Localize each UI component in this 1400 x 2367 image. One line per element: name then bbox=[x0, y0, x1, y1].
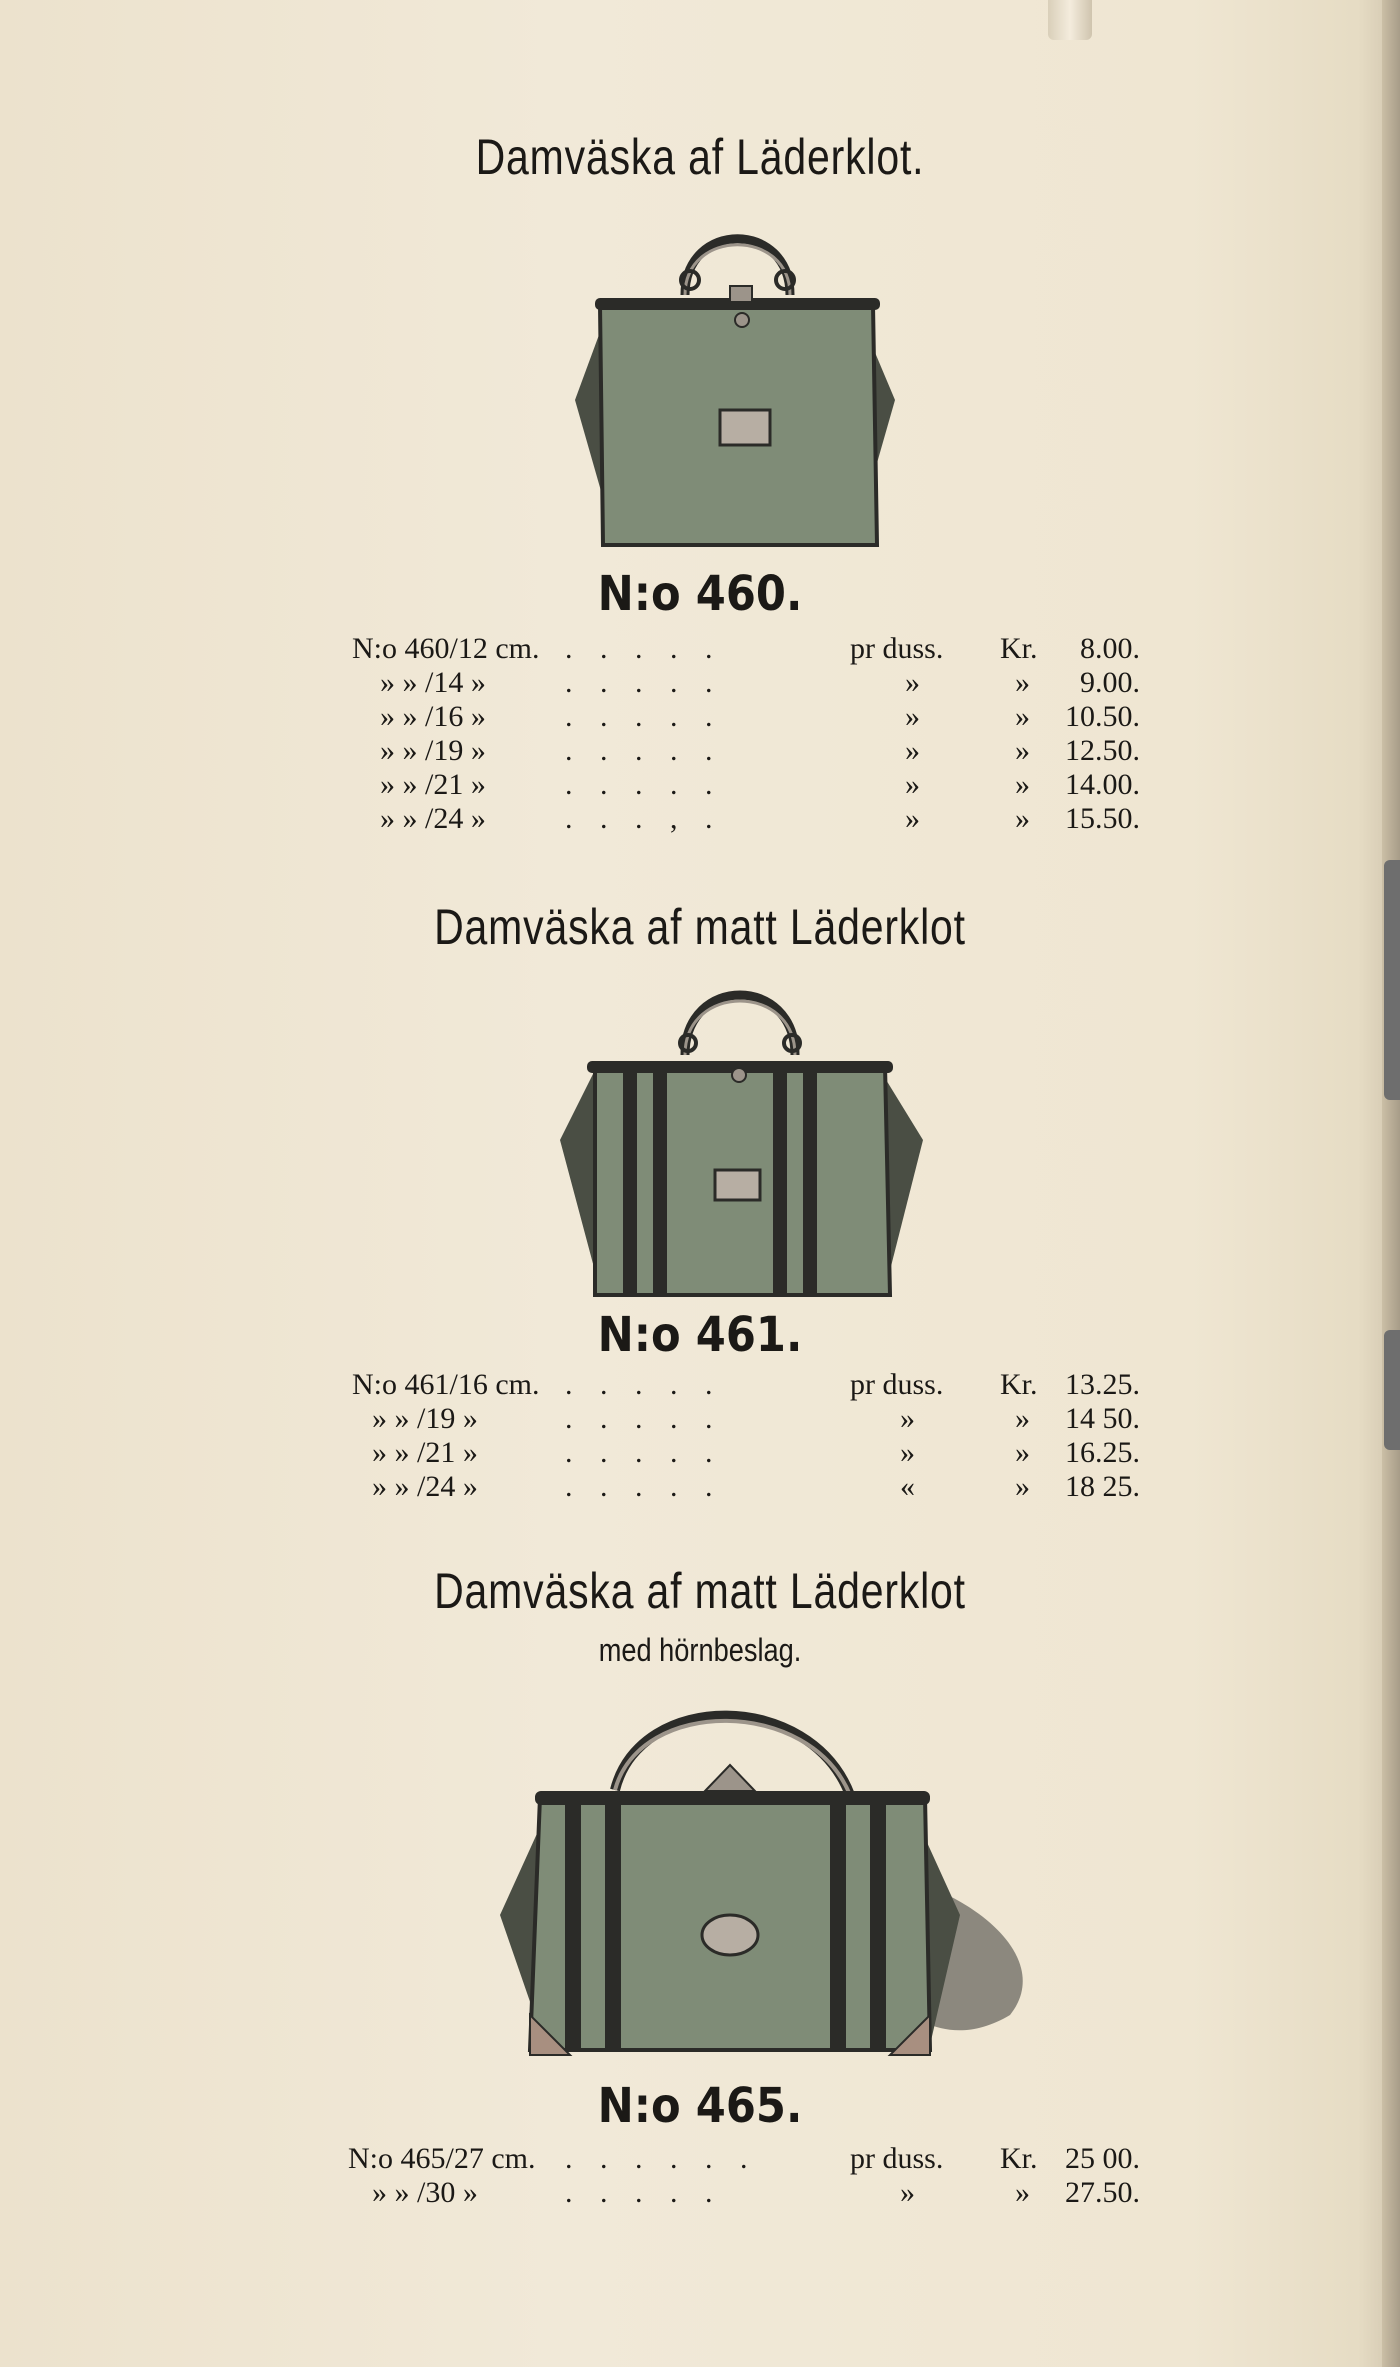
product-title: Damväska af matt Läderklot bbox=[434, 1563, 966, 1619]
price-row bbox=[0, 802, 1400, 842]
model-number: N:o 465. bbox=[597, 2078, 803, 2134]
size-label: » » /16 » bbox=[380, 700, 486, 733]
size-label: » » /19 » bbox=[372, 1402, 478, 1435]
size-label: N:o 460/12 cm. bbox=[352, 632, 540, 665]
price-value: 15.50. bbox=[1065, 802, 1140, 835]
currency-label: » bbox=[1015, 768, 1030, 801]
currency-label: » bbox=[1015, 666, 1030, 699]
product-title: Damväska af Läderklot. bbox=[475, 129, 925, 185]
unit-label: » bbox=[905, 734, 920, 767]
dot-leader: . . . . . bbox=[565, 666, 723, 699]
price-value: 13.25. bbox=[1065, 1368, 1140, 1401]
unit-label: » bbox=[905, 700, 920, 733]
currency-label: » bbox=[1015, 2176, 1030, 2209]
unit-label: pr duss. bbox=[850, 632, 944, 665]
dot-leader: . . . . . bbox=[565, 1436, 723, 1469]
size-label: » » /24 » bbox=[380, 802, 486, 835]
currency-label: » bbox=[1015, 1470, 1030, 1503]
unit-label: » bbox=[905, 802, 920, 835]
size-label: N:o 461/16 cm. bbox=[352, 1368, 540, 1401]
dot-leader: . . . , . bbox=[565, 802, 723, 835]
currency-label: » bbox=[1015, 734, 1030, 767]
unit-label: pr duss. bbox=[850, 1368, 944, 1401]
price-value: 18 25. bbox=[1065, 1470, 1140, 1503]
unit-label: « bbox=[900, 1470, 915, 1503]
unit-label: » bbox=[900, 1436, 915, 1469]
size-label: » » /19 » bbox=[380, 734, 486, 767]
price-value: 9.00. bbox=[1080, 666, 1140, 699]
price-row bbox=[0, 2176, 1400, 2216]
currency-label: Kr. bbox=[1000, 632, 1038, 665]
currency-label: Kr. bbox=[1000, 2142, 1038, 2175]
unit-label: » bbox=[900, 2176, 915, 2209]
dot-leader: . . . . . bbox=[565, 734, 723, 767]
dot-leader: . . . . . bbox=[565, 2176, 723, 2209]
page-edge bbox=[1382, 0, 1400, 2367]
dot-leader: . . . . . bbox=[565, 1368, 723, 1401]
price-value: 14.00. bbox=[1065, 768, 1140, 801]
currency-label: » bbox=[1015, 1402, 1030, 1435]
size-label: » » /24 » bbox=[372, 1470, 478, 1503]
price-value: 27.50. bbox=[1065, 2176, 1140, 2209]
unit-label: pr duss. bbox=[850, 2142, 944, 2175]
price-value: 14 50. bbox=[1065, 1402, 1140, 1435]
unit-label: » bbox=[905, 768, 920, 801]
unit-label: » bbox=[900, 1402, 915, 1435]
size-label: » » /30 » bbox=[372, 2176, 478, 2209]
price-value: 25 00. bbox=[1065, 2142, 1140, 2175]
dot-leader: . . . . . bbox=[565, 700, 723, 733]
currency-label: » bbox=[1015, 700, 1030, 733]
currency-label: » bbox=[1015, 1436, 1030, 1469]
handbag-461-illustration bbox=[555, 965, 935, 1305]
size-label: » » /14 » bbox=[380, 666, 486, 699]
price-row bbox=[0, 1470, 1400, 1510]
size-label: » » /21 » bbox=[380, 768, 486, 801]
handbag-460-illustration bbox=[555, 210, 955, 560]
product-subtitle: med hörnbeslag. bbox=[598, 1632, 802, 1668]
dot-leader: . . . . . bbox=[565, 632, 723, 665]
price-value: 8.00. bbox=[1080, 632, 1140, 665]
dot-leader: . . . . . bbox=[565, 1402, 723, 1435]
price-value: 12.50. bbox=[1065, 734, 1140, 767]
size-label: » » /21 » bbox=[372, 1436, 478, 1469]
dot-leader: . . . . . bbox=[565, 768, 723, 801]
dot-leader: . . . . . . bbox=[565, 2142, 758, 2175]
currency-label: Kr. bbox=[1000, 1368, 1038, 1401]
unit-label: » bbox=[905, 666, 920, 699]
page-tab-marker bbox=[1384, 860, 1400, 1100]
currency-label: » bbox=[1015, 802, 1030, 835]
size-label: N:o 465/27 cm. bbox=[348, 2142, 536, 2175]
handbag-465-illustration bbox=[490, 1685, 1070, 2065]
model-number: N:o 460. bbox=[597, 566, 803, 622]
product-title: Damväska af matt Läderklot bbox=[434, 899, 966, 955]
price-value: 16.25. bbox=[1065, 1436, 1140, 1469]
dot-leader: . . . . . bbox=[565, 1470, 723, 1503]
binding-clip bbox=[1048, 0, 1092, 40]
model-number: N:o 461. bbox=[597, 1307, 803, 1363]
price-value: 10.50. bbox=[1065, 700, 1140, 733]
